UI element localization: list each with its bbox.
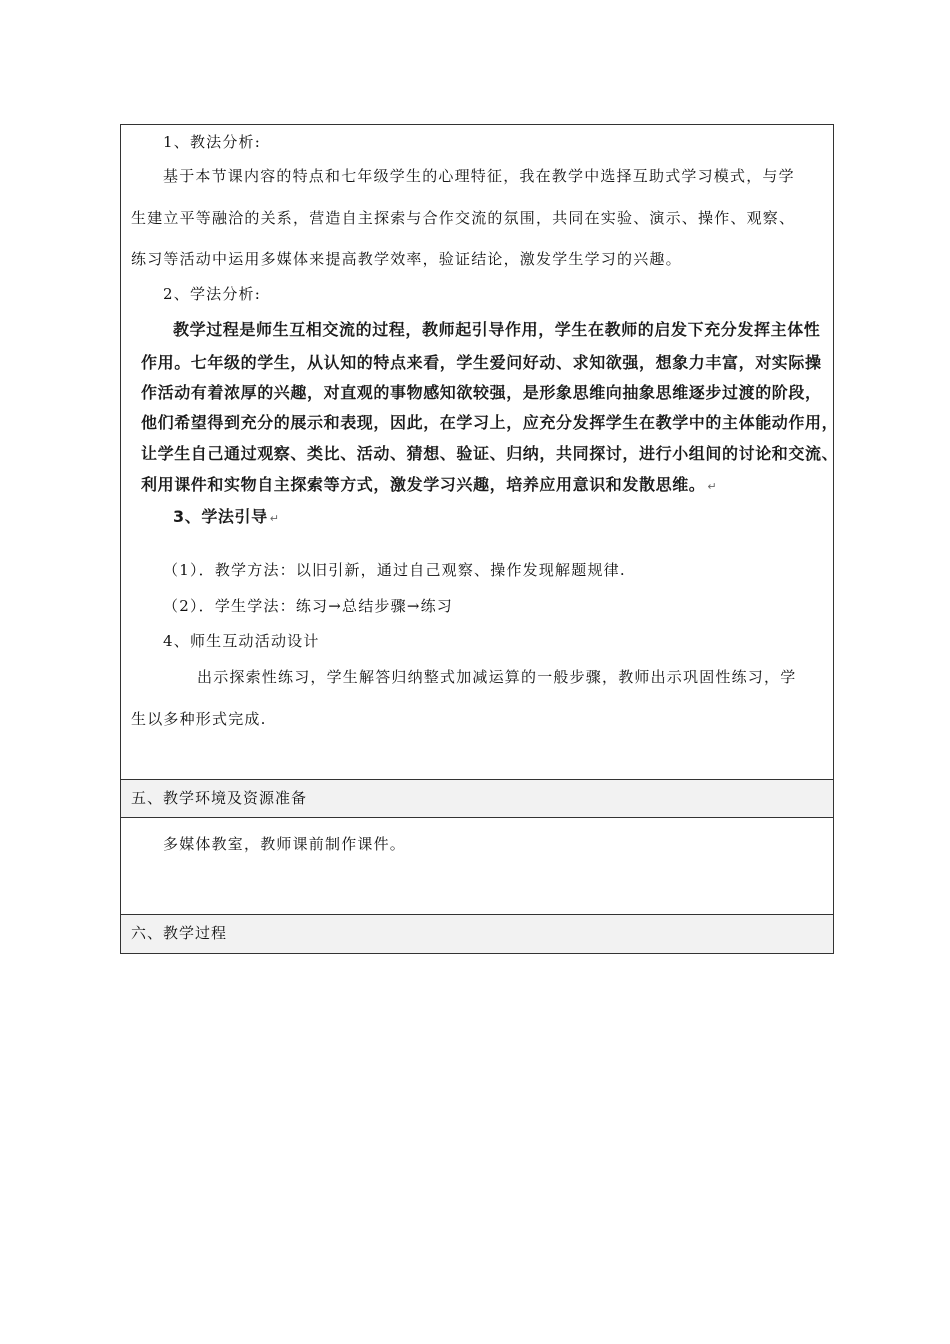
learning-method-line-4: 他们希望得到充分的展示和表现，因此，在学习上，应充分发挥学生在教学中的主体能动作用，	[141, 413, 839, 432]
learning-method-line-5: 让学生自己通过观察、类比、活动、猜想、验证、归纳，共同探讨，进行小组间的讨论和交流、	[141, 444, 839, 463]
interaction-line-2: 生以多种形式完成.	[131, 710, 267, 728]
paragraph-mark-icon: ↵	[269, 512, 280, 525]
learning-method-line-6	[141, 472, 717, 495]
section-6-title: 六、教学过程	[131, 924, 228, 942]
section-6-header	[121, 915, 833, 953]
guidance-item-1: （1）．教学方法：以旧引新，通过自己观察、操作发现解题规律.	[163, 561, 626, 579]
lesson-plan-table	[120, 124, 839, 954]
teaching-method-line-3: 练习等活动中运用多媒体来提高教学效率，验证结论，激发学生学习的兴趣。	[131, 250, 682, 268]
guidance-heading	[173, 504, 280, 527]
guidance-heading-text: 3、学法引导	[173, 507, 268, 526]
section-5-content-cell	[121, 818, 833, 915]
paragraph-mark-icon: ↵	[707, 480, 718, 493]
interaction-line-1: 出示探索性练习，学生解答归纳整式加减运算的一般步骤，教师出示巩固性练习，学	[197, 668, 797, 686]
section-5-header	[121, 780, 833, 818]
learning-method-line-6-text: 利用课件和实物自主探索等方式，激发学习兴趣，培养应用意识和发散思维。	[141, 475, 706, 494]
teaching-method-heading: 1、教法分析:	[163, 133, 261, 151]
learning-method-line-1: 教学过程是师生互相交流的过程，教师起引导作用，学生在教师的启发下充分发挥主体性	[173, 320, 821, 339]
learning-method-heading: 2、学法分析:	[163, 285, 261, 303]
guidance-item-2: （2）．学生学法：练习→总结步骤→练习	[163, 597, 453, 615]
teaching-method-line-1: 基于本节课内容的特点和七年级学生的心理特征，我在教学中选择互助式学习模式，与学	[163, 167, 795, 185]
section-5-content: 多媒体教室，教师课前制作课件。	[163, 835, 407, 853]
learning-method-line-3: 作活动有着浓厚的兴趣，对直观的事物感知欲较强，是形象思维向抽象思维逐步过渡的阶段，	[141, 383, 822, 402]
methods-cell	[121, 125, 839, 780]
learning-method-line-2: 作用。七年级的学生，从认知的特点来看，学生爱问好动、求知欲强，想象力丰富，对实际操	[141, 353, 822, 372]
interaction-heading: 4、师生互动活动设计	[163, 632, 320, 650]
teaching-method-line-2: 生建立平等融洽的关系，营造自主探索与合作交流的氛围，共同在实验、演示、操作、观察、	[131, 209, 796, 227]
section-5-title: 五、教学环境及资源准备	[131, 789, 308, 807]
